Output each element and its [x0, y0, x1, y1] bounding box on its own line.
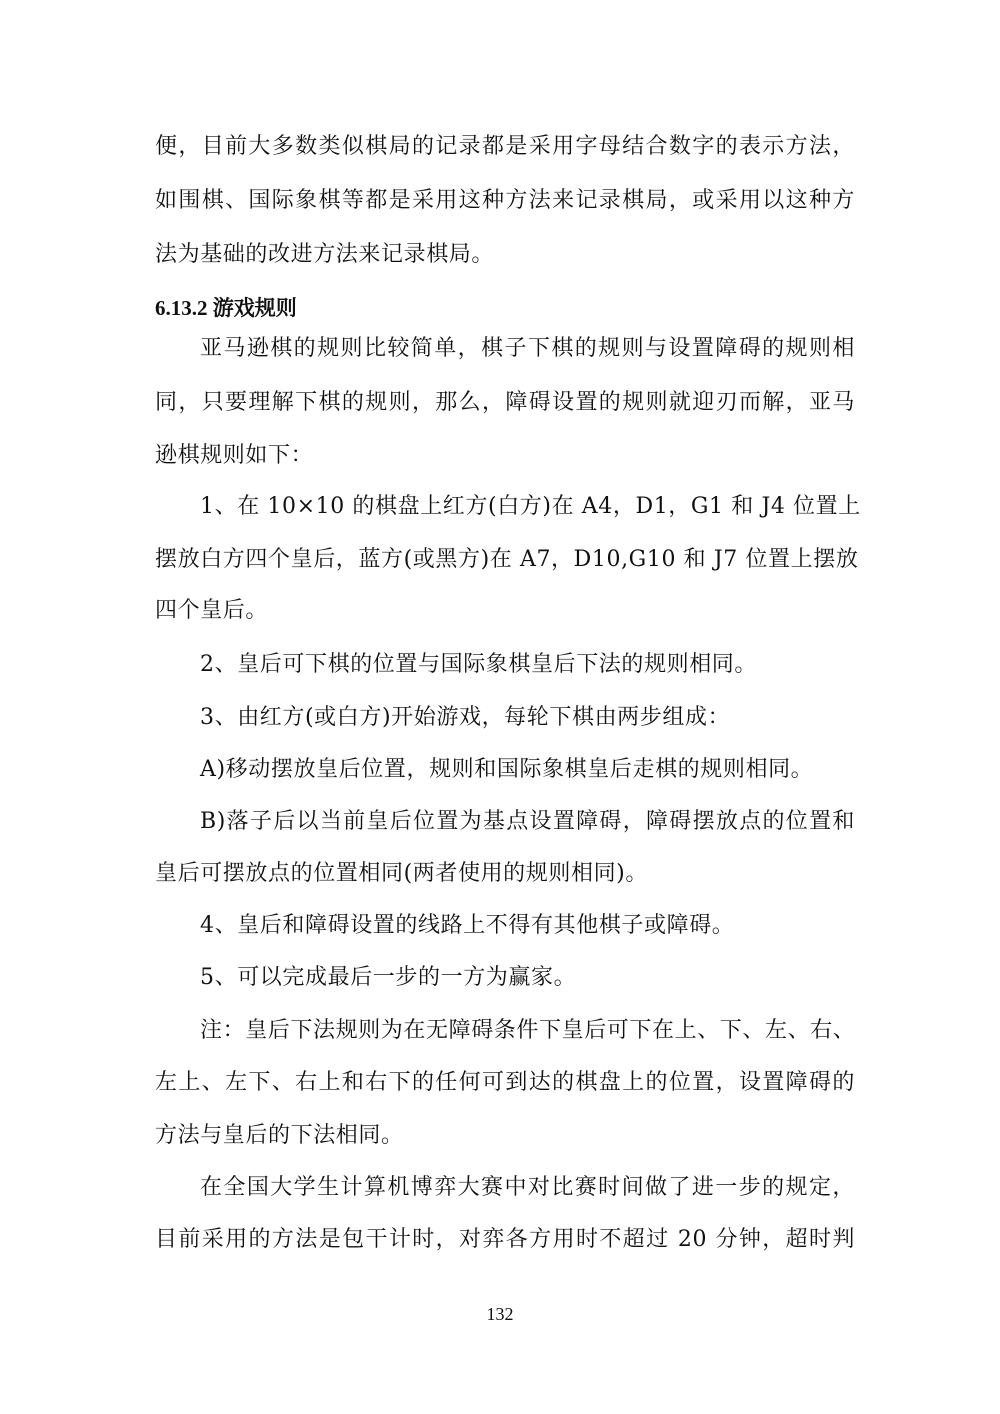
paragraph-line: 便，目前大多数类似棋局的记录都是采用字母结合数字的表示方法， — [155, 134, 855, 159]
paragraph-line: 亚马逊棋的规则比较简单，棋子下棋的规则与设置障碍的规则相 — [200, 336, 855, 361]
rule-item-continued: 四个皇后。 — [155, 598, 269, 623]
rule-item: 2、皇后可下棋的位置与国际象棋皇后下法的规则相同。 — [200, 652, 757, 677]
paragraph-line: 逊棋规则如下： — [155, 443, 314, 468]
note-line: 方法与皇后的下法相同。 — [155, 1123, 404, 1148]
note-line: 左上、左下、右上和右下的任何可到达的棋盘上的位置，设置障碍的 — [155, 1070, 855, 1095]
rule-subitem: B)落子后以当前皇后位置为基点设置障碍，障碍摆放点的位置和 — [200, 809, 855, 834]
section-heading: 6.13.2 游戏规则 — [155, 296, 297, 320]
paragraph-line: 法为基础的改进方法来记录棋局。 — [155, 242, 495, 267]
page-number: 132 — [486, 1304, 514, 1324]
rule-item: 4、皇后和障碍设置的线路上不得有其他棋子或障碍。 — [200, 913, 735, 938]
rule-subitem: A)移动摆放皇后位置，规则和国际象棋皇后走棋的规则相同。 — [200, 757, 814, 782]
paragraph-line: 同，只要理解下棋的规则，那么，障碍设置的规则就迎刃而解，亚马 — [155, 390, 855, 415]
rule-subitem-continued: 皇后可摆放点的位置相同(两者使用的规则相同)。 — [155, 861, 648, 886]
paragraph-line: 如围棋、国际象棋等都是采用这种方法来记录棋局，或采用以这种方 — [155, 188, 855, 213]
paragraph-line: 在全国大学生计算机博弈大赛中对比赛时间做了进一步的规定， — [200, 1175, 855, 1200]
note-line: 注：皇后下法规则为在无障碍条件下皇后可下在上、下、左、右、 — [200, 1018, 856, 1043]
rule-item: 1、在 10×10 的棋盘上红方(白方)在 A4，D1，G1 和 J4 位置上 — [200, 494, 861, 519]
rule-item: 5、可以完成最后一步的一方为赢家。 — [200, 965, 577, 990]
rule-item-continued: 摆放白方四个皇后，蓝方(或黑方)在 A7，D10,G10 和 J7 位置上摆放 — [155, 547, 859, 572]
paragraph-line: 目前采用的方法是包干计时，对弈各方用时不超过 20 分钟，超时判 — [155, 1227, 855, 1252]
rule-item: 3、由红方(或白方)开始游戏，每轮下棋由两步组成： — [200, 705, 731, 730]
